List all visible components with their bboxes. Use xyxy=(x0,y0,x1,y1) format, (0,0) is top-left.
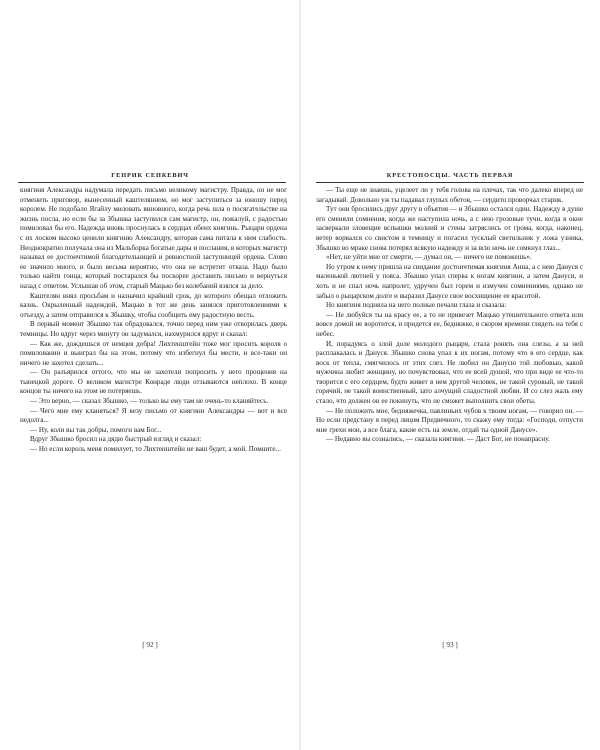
paragraph: И, порадуясь о злой доле молодого рыцаря, стала ронять она слезы, а за ней расплакалась и Дануся. Збышко снова упал к их ногам, потому что в его сердце, как воск от тепла, смягчилось от этих слез. Не любил он Данусю той любовью, какой мужчина любит женщину, но почувствовал, что ее всей душой, что при виде ее что-то творится с его сердцем, будто живет в нем другой человек, не такой суровый, не такой горячий, не такой воинственный, зато алчущий сладостной любви. И со слез жаль ему стало, что должен он ее покинуть, что не сможет выполнить свои обеты. xyxy=(316,339,583,406)
paragraph: Вдруг Збышко бросил на дядю быстрый взгляд и сказал: xyxy=(30,435,202,444)
paragraph: — Не любуйся ты на красу ее, а то не привезет Мацько утешительного ответа или вовсе домой не воротится, и придется ее, бедняжке, в скором времени глядеть на тебя с небес. xyxy=(316,310,583,338)
running-head-title: КРЕСТОНОСЦЫ. ЧАСТЬ ПЕРВАЯ xyxy=(386,172,514,179)
running-head-rule xyxy=(18,182,286,183)
running-head-author: ГЕНРИК СЕНКЕВИЧ xyxy=(111,172,189,179)
paragraph: — Он разъярился оттого, что мы не захотели попросить у него прощения на тынецкой дороге. О великом магистре Конраде люди отзываются неплохо. В конце концов ты ничего на этом не потеряешь. xyxy=(20,368,287,396)
paragraph: В первый момент Збышко так обрадовался, точно перед ним уже отворилась дверь темницы. Но вдруг через минуту он задумался, нахмурился вдруг и сказал: xyxy=(20,320,287,338)
paragraph: — Недавно вы сознались, — сказала княгиня. — Даст Бог, не понапрасну. xyxy=(326,435,550,444)
paragraph: — Как же, дождешься от немцев добра! Лихтенштейн тоже мог просить короля о помиловании и выиграл бы на этом, потому что избегнул бы мести, и все-таки он ничего не захотел сделать... xyxy=(20,339,287,367)
paragraph: — Ну, коли вы так добры, помоги вам Бог... xyxy=(30,425,162,434)
left-page-text xyxy=(20,186,287,455)
paragraph: Но утром к нему пришла на свидание достоичтимая княгиня Анна, а с нею Дануся с маленькой лютней у пояса. Збышко упал сперва к ногам княгини, а затем Дануси, и хоть и не спал ночь напролет, удручен был горем и измучен сомнениями, однако не забыл о рыцарском долге и выразил Данусе свое восхищение ее красотой. xyxy=(316,262,583,300)
page-number: [ 92 ] xyxy=(142,641,158,649)
paragraph: Но княгиня подняла на него полные печали глаза и сказала: xyxy=(326,301,507,310)
paragraph: — Но если король меня помилует, то Лихтенштейн не ваш будет, а мой. Помните... xyxy=(30,445,281,454)
running-head-rule xyxy=(316,182,584,183)
paragraph: — Чего мне ему кланяться? Я везу письмо от княгини Александры — вот и все недолга... xyxy=(20,406,287,425)
paragraph: Каштелян внял просьбам и назначил крайний срок, до которого обещал отложить казнь. Окрыленный надеждой, Мацько в тот же день занялся приготовлениями к отъезду, а затем отправился к Збышку, чтобы сообщить ему радостную весть. xyxy=(20,291,287,319)
right-page xyxy=(300,0,600,750)
paragraph: Тут они бросились друг другу в объятия — и Збышко остался один. Надежду в душе его сменяли сомнения, когда же наступила ночь, а с нею грозовые тучи, когда в окне засверкали зловещие вспышки молний и стены затряслись от грома, когда, наконец, ветер ворвался со свистом в темницу и погасил тусклый светильник у ложа узника, Збышко во мраке снова потерял всякую надежду и за всю ночь не сомкнул глаз... xyxy=(316,205,583,252)
paragraph: — Это верно, — сказал Збышко, — только вы ему там не очень-то кланяйтесь. xyxy=(30,397,269,406)
paragraph: — Не положить мне, бедняжечка, павлиньих чубов к твоим ногам, — говорил он. — Но если предстану я перед лицом Предвечного, то скажу ему тогда: «Господи, отпусти мне грехи мои, а все блага, какие есть на земле, отдай ты одной Данусе». xyxy=(316,406,583,434)
page-number: [ 93 ] xyxy=(442,641,458,649)
right-page-text xyxy=(316,186,583,445)
paragraph: княгиня Александра надумала передать письмо великому магистру. Правда, он не мог отменить приговор, вынесенный каштелянном, но мог заступиться за юношу перед королем. Не подобало Ягайлу миловать виновного, когда речь шла о посягательстве на жизнь посла, но если бы за Збышка заступился сам магистр, он, пожалуй, с радостью помиловал бы его. Надежда вновь проснулась в сердцах обеих княгинь. Рыцари ордена с их лоском высоко ценили княгиню Александру, которая сама питала к ним слабость. Неоднократно получала она из Мальборка богатые дары и послания, в которых магистр называл ее достоичтимой благодетельницей и ревностной заступницей ордена. Слово ее значило много, и было весьма вероятно, что она не встретит отказа. Надо было только найти гонца, который постарался бы поскорее доставить письмо и вернуться назад с ответом. Услышав об этом, старый Мацько без колебаний взялся за дело. xyxy=(20,186,287,290)
paragraph: — Ты еще не знаешь, уцелеет ли у тебя голова на плечах, так что далеко вперед не загадывай. Довольно уж ты падавал глупых обетов, — сердито проворчал старик. xyxy=(316,186,583,204)
paragraph: «Нет, не уйти мне от смерти, — думал он, — ничего не поможешь». xyxy=(326,253,532,262)
